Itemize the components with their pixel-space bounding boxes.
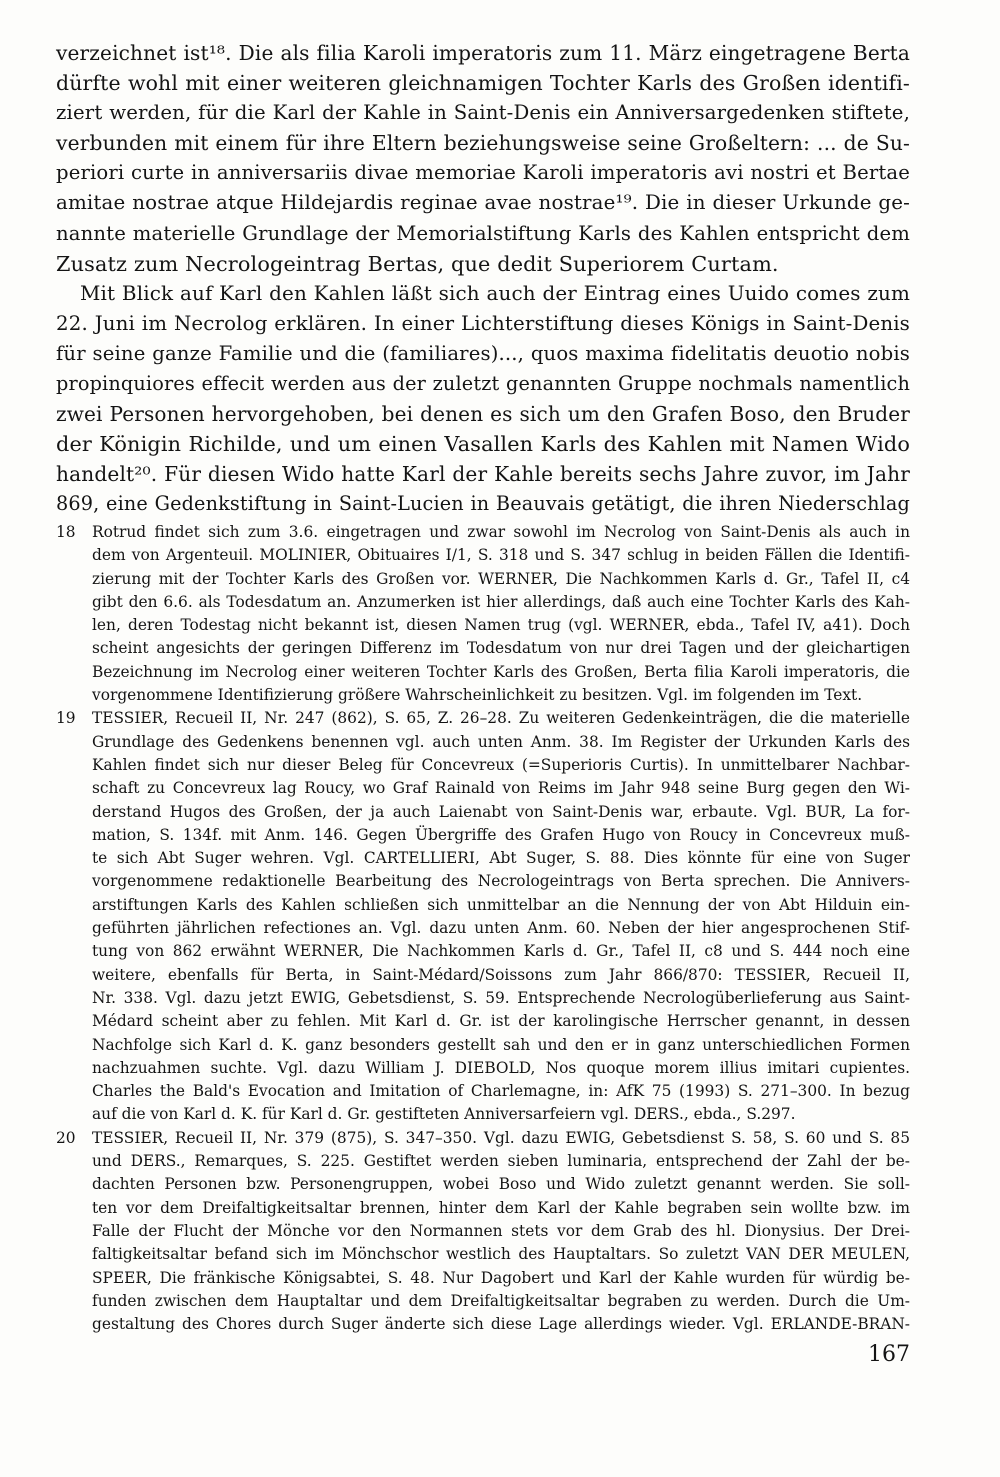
text-line: verzeichnet ist¹⁸. Die als filia Karoli imperatoris zum 11. März eingetragene Berta <box>56 41 910 65</box>
footnote-line: mation, S. 134f. mit Anm. 146. Gegen Übergriffe des Grafen Hugo von Roucy in Concevreux muß- <box>92 825 910 844</box>
footnote-line: zierung mit der Tochter Karls des Großen vor. WERNER, Die Nachkommen Karls d. Gr., Tafel II, c4 <box>92 569 910 588</box>
footnote-line: SPEER, Die fränkische Königsabtei, S. 48. Nur Dagobert und Karl der Kahle wurden für würdig be- <box>92 1268 910 1287</box>
text-line: 869, eine Gedenkstiftung in Saint-Lucien in Beauvais getätigt, die ihren Niederschlag <box>56 492 910 516</box>
footnote-18 <box>56 521 910 707</box>
footnote-line: TESSIER, Recueil II, Nr. 379 (875), S. 347–350. Vgl. dazu EWIG, Gebetsdienst S. 58, S. 60 und S. 85 <box>92 1128 910 1147</box>
footnote-line: auf die von Karl d. K. für Karl d. Gr. gestifteten Anniversarfeiern vgl. DERS., ebda., S.297. <box>92 1105 796 1124</box>
footnote-line: weitere, ebenfalls für Berta, in Saint-Médard/Soissons zum Jahr 866/870: TESSIER, Recueil II, <box>92 965 910 984</box>
text-line: verbunden mit einem für ihre Eltern beziehungsweise seine Großeltern: ... de Su- <box>56 131 910 156</box>
footnote-line: gibt den 6.6. als Todesdatum an. Anzumerken ist hier allerdings, daß auch eine Tochter Karls des Kah- <box>92 592 910 611</box>
footnote-line: te sich Abt Suger wehren. Vgl. CARTELLIERI, Abt Suger, S. 88. Dies könnte für eine von Suger <box>92 849 910 868</box>
footnote-number: 20 <box>56 1128 76 1147</box>
footnote-line: scheint angesichts der geringen Differenz im Todesdatum von nur drei Tagen und der gleichartigen <box>92 639 910 658</box>
footnote-line: nachzuahmen suchte. Vgl. dazu William J. DIEBOLD, Nos quoque morem illius imitari cupientes. <box>92 1058 910 1077</box>
footnotes <box>56 521 910 1336</box>
text-line: zwei Personen hervorgehoben, bei denen es sich um den Grafen Boso, den Bruder <box>56 402 910 427</box>
footnote-line: geführten jährlichen refectiones an. Vgl. dazu unten Anm. 60. Neben der hier angesprochenen Stif- <box>92 919 910 938</box>
footnote-line: Falle der Flucht der Mönche vor den Normannen stets vor dem Grab des hl. Dionysius. Der Drei- <box>92 1221 910 1240</box>
main-text <box>56 38 910 520</box>
footnote-line: TESSIER, Recueil II, Nr. 247 (862), S. 65, Z. 26–28. Zu weiteren Gedenkeinträgen, die die materielle <box>92 709 910 728</box>
footnote-line: dem von Argenteuil. MOLINIER, Obituaires I/1, S. 318 und S. 347 schlug in beiden Fällen die Identifi- <box>92 546 910 565</box>
text-line: amitae nostrae atque Hildejardis reginae avae nostrae¹⁹. Die in dieser Urkunde ge- <box>56 191 910 215</box>
text-line: Zusatz zum Necrologeintrag Bertas, que dedit Superiorem Curtam. <box>56 251 779 276</box>
footnote-line: arstiftungen Karls des Kahlen schließen sich unmittelbar an die Nennung der von Abt Hilduin ein- <box>92 895 910 914</box>
footnote-line: faltigkeitsaltar befand sich im Mönchschor westlich des Hauptaltars. So zuletzt VAN DER MEULEN, <box>92 1245 910 1264</box>
footnote-line: und DERS., Remarques, S. 225. Gestiftet werden sieben luminaria, entsprechend der Zahl der be- <box>92 1152 910 1171</box>
footnote-line: dachten Personen bzw. Personengruppen, wobei Boso und Wido zuletzt genannt werden. Sie soll- <box>92 1175 910 1194</box>
text-line: nannte materielle Grundlage der Memorialstiftung Karls des Kahlen entspricht dem <box>56 221 910 245</box>
footnote-line: Médard scheint aber zu fehlen. Mit Karl d. Gr. ist der karolingische Herrscher genannt, in dessen <box>92 1012 910 1031</box>
footnote-line: ten vor dem Dreifaltigkeitsaltar brennen, hinter dem Karl der Kahle begraben sein wollte bzw. im <box>92 1198 910 1217</box>
footnote-line: Nr. 338. Vgl. dazu jetzt EWIG, Gebetsdienst, S. 59. Entsprechende Necrologüberlieferung aus Saint- <box>92 988 910 1007</box>
text-line: periori curte in anniversariis divae memoriae Karoli imperatoris avi nostri et Bertae <box>56 161 910 185</box>
text-line: für seine ganze Familie und die (familiares)..., quos maxima fidelitatis deuotio nobis <box>56 341 910 365</box>
footnote-line: Charles the Bald's Evocation and Imitation of Charlemagne, in: AfK 75 (1993) S. 271–300. In bezug <box>92 1082 910 1101</box>
text-line: propinquiores effecit werden aus der zuletzt genannten Gruppe nochmals namentlich <box>56 372 910 396</box>
footnote-line: vorgenommene redaktionelle Bearbeitung des Necrologeintrags von Berta sprechen. Die Annivers- <box>92 872 910 891</box>
footnote-20 <box>56 1127 910 1337</box>
page-number: 167 <box>868 1342 910 1367</box>
text-line: Mit Blick auf Karl den Kahlen läßt sich auch der Eintrag eines Uuido comes zum <box>80 281 910 305</box>
footnote-number: 18 <box>56 523 76 541</box>
footnote-line: tung von 862 erwähnt WERNER, Die Nachkommen Karls d. Gr., Tafel II, c8 und S. 444 noch eine <box>92 942 910 961</box>
footnote-line: Grundlage des Gedenkens benennen vgl. auch unten Anm. 38. Im Register der Urkunden Karls des <box>92 732 910 751</box>
footnote-line: derstand Hugos des Großen, der ja auch Laienabt von Saint-Denis war, erbaute. Vgl. BUR, La for- <box>92 802 910 821</box>
text-line: dürfte wohl mit einer weiteren gleichnamigen Tochter Karls des Großen identifi- <box>56 71 910 96</box>
footnote-line: len, deren Todestag nicht bekannt ist, diesen Namen trug (vgl. WERNER, ebda., Tafel IV, a41). Doch <box>92 616 910 635</box>
footnote-line: Rotrud findet sich zum 3.6. eingetragen und zwar sowohl im Necrolog von Saint-Denis als auch in <box>92 523 910 541</box>
footnote-line: funden zwischen dem Hauptaltar und dem Dreifaltigkeitsaltar begraben zu werden. Durch die Um- <box>92 1291 910 1310</box>
footnote-line: Bezeichnung im Necrolog einer weiteren Tochter Karls des Großen, Berta filia Karoli imperatoris, die <box>92 662 910 681</box>
text-line: 22. Juni im Necrolog erklären. In einer Lichterstiftung dieses Königs in Saint-Denis <box>56 311 910 335</box>
footnote-line: vorgenommene Identifizierung größere Wahrscheinlichkeit zu besitzen. Vgl. im folgenden im Text. <box>92 686 863 705</box>
footnote-line: Kahlen findet sich nur dieser Beleg für Concevreux (=Superioris Curtis). In unmittelbarer Nachbar- <box>92 755 910 774</box>
text-line: der Königin Richilde, und um einen Vasallen Karls des Kahlen mit Namen Wido <box>56 432 910 457</box>
footnote-number: 19 <box>56 709 76 728</box>
footnote-19 <box>56 707 910 1126</box>
text-line: ziert werden, für die Karl der Kahle in Saint-Denis ein Anniversargedenken stiftete, <box>56 101 910 125</box>
footnote-line: gestaltung des Chores durch Suger änderte sich diese Lage allerdings wieder. Vgl. ERLANDE-BRAN- <box>92 1315 910 1334</box>
footnote-line: Nachfolge sich Karl d. K. ganz besonders gestellt sah und den er in ganz unterschiedlichen Formen <box>92 1035 910 1054</box>
text-line: handelt²⁰. Für diesen Wido hatte Karl der Kahle bereits sechs Jahre zuvor, im Jahr <box>56 462 910 487</box>
footnote-line: schaft zu Concevreux lag Roucy, wo Graf Rainald von Reims im Jahr 948 seine Burg gegen den Wi- <box>92 779 910 798</box>
